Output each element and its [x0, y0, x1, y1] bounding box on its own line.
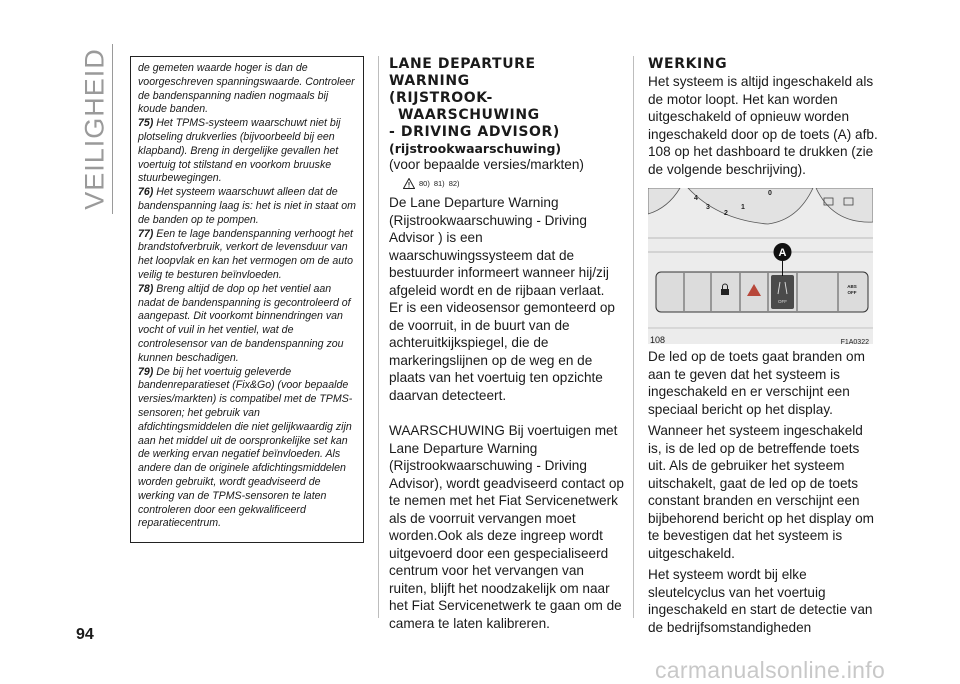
warnings-box	[130, 56, 364, 543]
dashboard-illustration	[648, 188, 873, 344]
section-heading: LANE DEPARTURE WARNING (RIJSTROOK- WAARSCHUWING - DRIVING ADVISOR)	[389, 56, 560, 140]
warning-triangle-icon	[403, 178, 415, 189]
paragraph: Er is een videosensor gemonteerd op de voorruit, in de buurt van de achteruitkijkspiegel, die de markeringslijnen op de weg en de plaats van het voertuig ten opzichte daarvan detecteert.	[389, 300, 615, 403]
warning-item: de gemeten waarde hoger is dan de voorgeschreven spanningswaarde. Controleer de bandenspanning nadien nogmaals bij koude banden.	[138, 62, 355, 116]
dial-mark: 3	[706, 204, 710, 211]
footer-watermark: carmanualsonline.info	[655, 657, 886, 683]
dial-mark: 2	[724, 210, 728, 217]
callout-label: A	[778, 247, 787, 259]
paragraph: Het systeem wordt bij elke sleutelcyclus van het voertuig ingeschakeld en start de detectie van de bedrijfsomstandigheden	[648, 567, 873, 635]
paragraph: Wanneer het systeem ingeschakeld is, is de led op de betreffende toets uit. Als de gebruiker het systeem uitschakelt, gaat de led op de toets constant branden en verschijnt een bijbehorend bericht op het display om te bevestigen dat het systeem is uitgeschakeld.	[648, 423, 874, 561]
dial-mark: 4	[694, 195, 698, 202]
side-title-rule	[112, 44, 113, 214]
warning-item: 78) Breng altijd de dop op het ventiel aan nadat de bandenspanning is gecontroleerd of aangepast. Dit voorkomt binnendringen van vocht of vuil in het ventiel, wat de controlesensor van de bandenspanning zou kunnen beschadigen.	[138, 282, 351, 364]
section-side-title: VEILIGHEID	[79, 48, 110, 210]
right-column	[648, 56, 880, 636]
button-off-label: OFF	[778, 299, 787, 304]
paragraph: De led op de toets gaat branden om aan te geven dat het systeem is ingeschakeld en er verschijnt een speciaal bericht op het display.	[648, 349, 865, 417]
paragraph: De Lane Departure Warning (Rijstrookwaarschuwing - Driving Advisor ) is een waarschuwingssysteem dat de bestuurder informeert wanneer hij/zij afgeleid wordt en de rijbaan verlaat.	[389, 195, 609, 298]
dial-mark: 1	[741, 204, 745, 211]
warning-paragraph: WAARSCHUWING Bij voertuigen met Lane Departure Warning (Rijstrookwaarschuwing - Driving Advisor), wordt geadviseerd contact op te nemen met het Fiat Servicenetwerk als de voorruit vervangen moet worden.Ook als deze ingreep wordt uitgevoerd door een gespecialiseerd centrum voor het vervangen van ruiten, blijft het noodzakelijk om naar het Fiat Servicenetwerk te gaan om de camera te laten kalibreren.	[389, 423, 624, 631]
warning-item: 79) De bij het voertuig geleverde bandenreparatieset (Fix&Go) (voor bepaalde versies/markten) is compatibel met de TPMS-sensoren; het gebruik van afdichtingsmiddelen die niet gelijkwaardig zijn aan het middel uit de oorspronkelijke set kan de werking ervan negatief beïnvloeden. Als andere dan de originele afdichtingsmiddelen worden gebruikt, wordt geadviseerd de werking van de TPMS-sensoren te laten controleren door een gekwalificeerd reparatiecentrum.	[138, 365, 353, 530]
figure-108	[648, 188, 873, 344]
column-divider	[378, 56, 379, 618]
warning-item: 77) Een te lage bandenspanning verhoogt het brandstofverbruik, verkort de levensduur van het loopvlak en kan het vermogen om de auto veilig te besturen beïnvloeden.	[138, 227, 354, 281]
warning-references: 80) 81) 82)	[403, 175, 625, 193]
figure-code: F1A0322	[840, 339, 869, 346]
warning-item: 76) Het systeem waarschuwt alleen dat de bandenspanning laag is: het is niet in staat om de banden op te pompen.	[138, 186, 356, 226]
abs-off-label: OFF	[847, 290, 857, 295]
figure-number: 108	[650, 335, 666, 345]
dial-mark: 0	[768, 190, 772, 197]
section-subheading: (rijstrookwaarschuwing)	[389, 141, 562, 156]
abs-label: ABS	[847, 284, 857, 289]
section-heading: WERKING	[648, 56, 728, 72]
paragraph: Het systeem is altijd ingeschakeld als de motor loopt. Het kan worden uitgeschakeld of opnieuw worden ingeschakeld door op de toets (A) afb. 108 op het dashboard te drukken (zie de volgende beschrijving).	[648, 74, 878, 177]
middle-column	[389, 56, 625, 632]
page-number: 94	[76, 626, 94, 643]
versions-note: (voor bepaalde versies/markten)	[389, 157, 584, 172]
column-divider	[633, 56, 634, 618]
warning-item: 75) Het TPMS-systeem waarschuwt niet bij plotseling drukverlies (bijvoorbeeld bij een klapband). Breng in dergelijke gevallen het voertuig tot stilstand en voorkom bruuske stuurbewegingen.	[138, 117, 341, 185]
